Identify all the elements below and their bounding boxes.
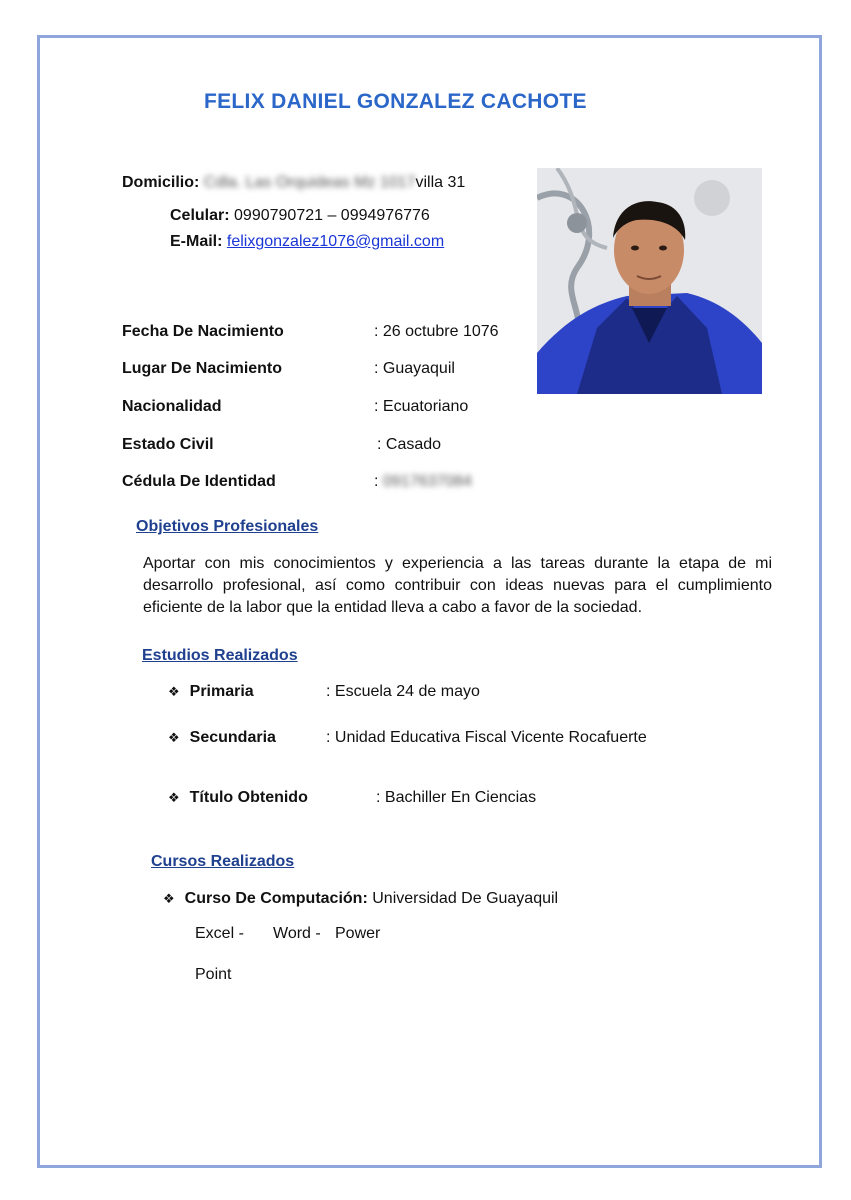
curso-detail-word: Word - xyxy=(273,925,321,942)
primaria-value: : Escuela 24 de mayo xyxy=(326,683,480,700)
estado-civil-label: Estado Civil xyxy=(122,436,214,453)
lugar-nacimiento-label: Lugar De Nacimiento xyxy=(122,360,283,377)
cedula-colon: : xyxy=(374,473,379,490)
lugar-nacimiento-value: : Guayaquil xyxy=(374,360,455,377)
celular-value: 0990790721 – 0994976776 xyxy=(234,207,430,224)
bullet-diamond-icon: ❖ xyxy=(168,790,180,805)
domicilio-line xyxy=(122,174,465,192)
profile-photo-illustration xyxy=(537,168,762,394)
nacionalidad-label: Nacionalidad xyxy=(122,398,222,415)
bullet-diamond-icon: ❖ xyxy=(168,730,180,745)
curso-computacion xyxy=(163,890,558,908)
nacionalidad-value: : Ecuatoriano xyxy=(374,398,469,415)
celular-label: Celular: xyxy=(170,207,230,224)
profile-photo xyxy=(537,168,762,394)
celular-line xyxy=(170,207,430,225)
bullet-diamond-icon: ❖ xyxy=(163,891,175,906)
curso-label: Curso De Computación: xyxy=(184,890,368,907)
curso-detail-point: Point xyxy=(195,966,232,983)
cursos-heading: Cursos Realizados xyxy=(151,853,295,870)
estudio-titulo xyxy=(168,789,308,807)
curso-detail-power: Power xyxy=(335,925,381,942)
email-link[interactable]: felixgonzalez1076@gmail.com xyxy=(226,233,445,250)
objetivos-text: Aportar con mis conocimientos y experiencia a las tareas durante la etapa de mi desarrollo profesional, así como contribuir con ideas nuevas para el cumplimiento eficiente de la labor que la entidad lleva a cabo a favor de la sociedad. xyxy=(143,555,772,616)
primaria-label: Primaria xyxy=(189,683,254,700)
email-label: E-Mail: xyxy=(170,233,223,250)
estudios-heading: Estudios Realizados xyxy=(142,647,298,664)
objetivos-heading: Objetivos Profesionales xyxy=(136,518,319,535)
titulo-value: : Bachiller En Ciencias xyxy=(376,789,537,806)
curso-detail-excel: Excel - xyxy=(195,925,244,942)
cedula-line xyxy=(374,473,472,491)
estado-civil-value: : Casado xyxy=(377,436,442,453)
estudio-secundaria xyxy=(168,729,276,747)
curso-value: Universidad De Guayaquil xyxy=(372,890,559,907)
estudio-primaria xyxy=(168,683,254,701)
fecha-nacimiento-value: : 26 octubre 1076 xyxy=(374,323,499,340)
secundaria-value: : Unidad Educativa Fiscal Vicente Rocafuerte xyxy=(326,729,647,746)
cedula-redacted: 0917637084 xyxy=(382,473,472,490)
fecha-nacimiento-label: Fecha De Nacimiento xyxy=(122,323,284,340)
domicilio-label: Domicilio: xyxy=(122,174,200,191)
titulo-label: Título Obtenido xyxy=(189,789,308,806)
cedula-label: Cédula De Identidad xyxy=(122,473,276,490)
bullet-diamond-icon: ❖ xyxy=(168,684,180,699)
secundaria-label: Secundaria xyxy=(189,729,276,746)
email-line xyxy=(170,233,444,251)
domicilio-redacted: Cdla. Las Orquideas Mz 1017 xyxy=(203,174,416,191)
cv-name-title: FELIX DANIEL GONZALEZ CACHOTE xyxy=(204,90,587,113)
domicilio-value: villa 31 xyxy=(415,174,466,191)
